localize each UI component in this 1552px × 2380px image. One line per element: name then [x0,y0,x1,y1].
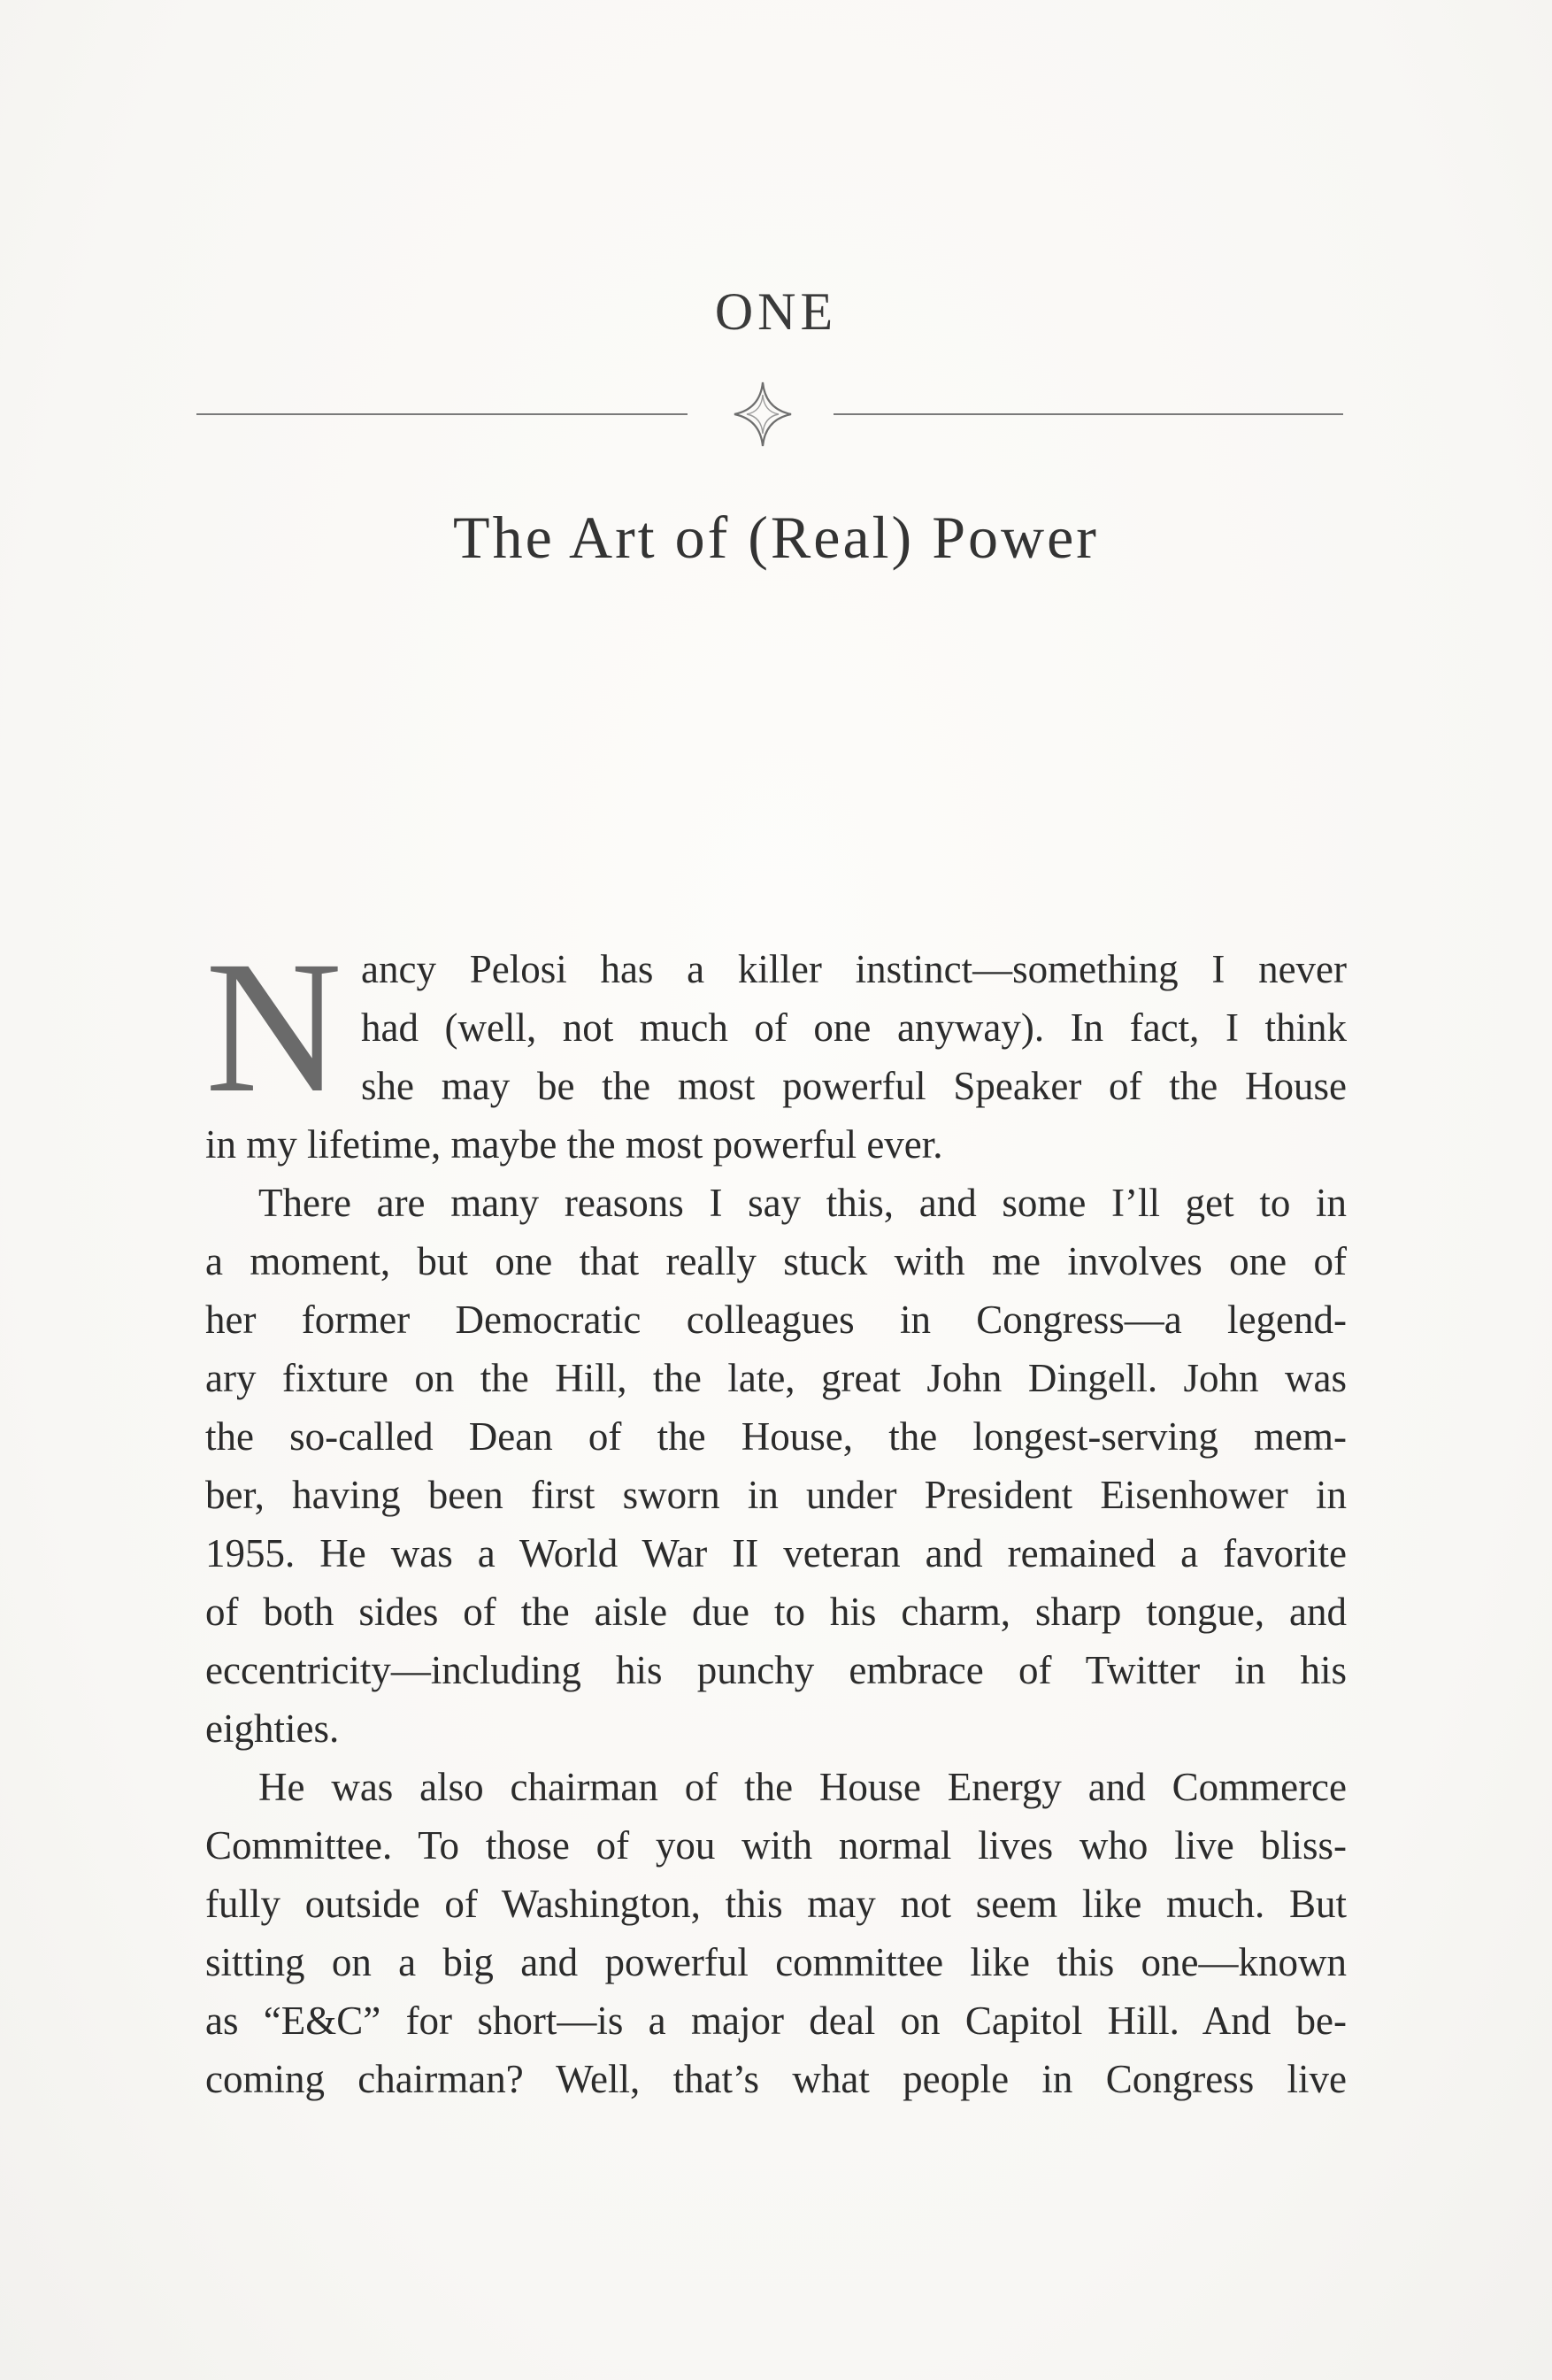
text-line: the so-called Dean of the House, the longest-serving mem- [205,1414,1347,1459]
text-line: in my lifetime, maybe the most powerful ever. [205,1122,943,1167]
text-line: fully outside of Washington, this may not seem like much. But [205,1882,1347,1926]
text-line: sitting on a big and powerful committee like this one—known [205,1940,1347,1984]
text-line: eccentricity—including his punchy embrace of Twitter in his [205,1648,1347,1692]
chapter-number: ONE [714,282,838,341]
text-line: ancy Pelosi has a killer instinct—something I never [361,947,1347,991]
text-line: He was also chairman of the House Energy and Commerce [258,1765,1347,1809]
text-line: There are many reasons I say this, and some I’ll get to in [258,1181,1347,1225]
text-line: eighties. [205,1706,340,1751]
text-line: her former Democratic colleagues in Congress—a legend- [205,1298,1347,1342]
text-line: had (well, not much of one anyway). In fact, I think [361,1005,1347,1050]
chapter-divider [196,379,1343,450]
text-line: ary fixture on the Hill, the late, great John Dingell. John was [205,1356,1347,1400]
text-line: as “E&C” for short—is a major deal on Capitol Hill. And be- [205,1999,1347,2043]
text-line: ber, having been first sworn in under President Eisenhower in [205,1473,1347,1517]
body-text [205,922,1347,2108]
drop-cap: N [205,922,342,1132]
star-ornament-icon [729,379,796,450]
chapter-title: The Art of (Real) Power [453,504,1099,571]
text-line: of both sides of the aisle due to his charm, sharp tongue, and [205,1590,1347,1634]
divider-rule-right [834,413,1343,415]
text-line: Committee. To those of you with normal lives who live bliss- [205,1823,1347,1868]
divider-rule-left [196,413,688,415]
text-line: 1955. He was a World War II veteran and remained a favorite [205,1531,1347,1575]
text-line: coming chairman? Well, that’s what people in Congress live [205,2057,1347,2101]
text-line: she may be the most powerful Speaker of the House [361,1064,1347,1108]
text-line: a moment, but one that really stuck with me involves one of [205,1239,1347,1283]
